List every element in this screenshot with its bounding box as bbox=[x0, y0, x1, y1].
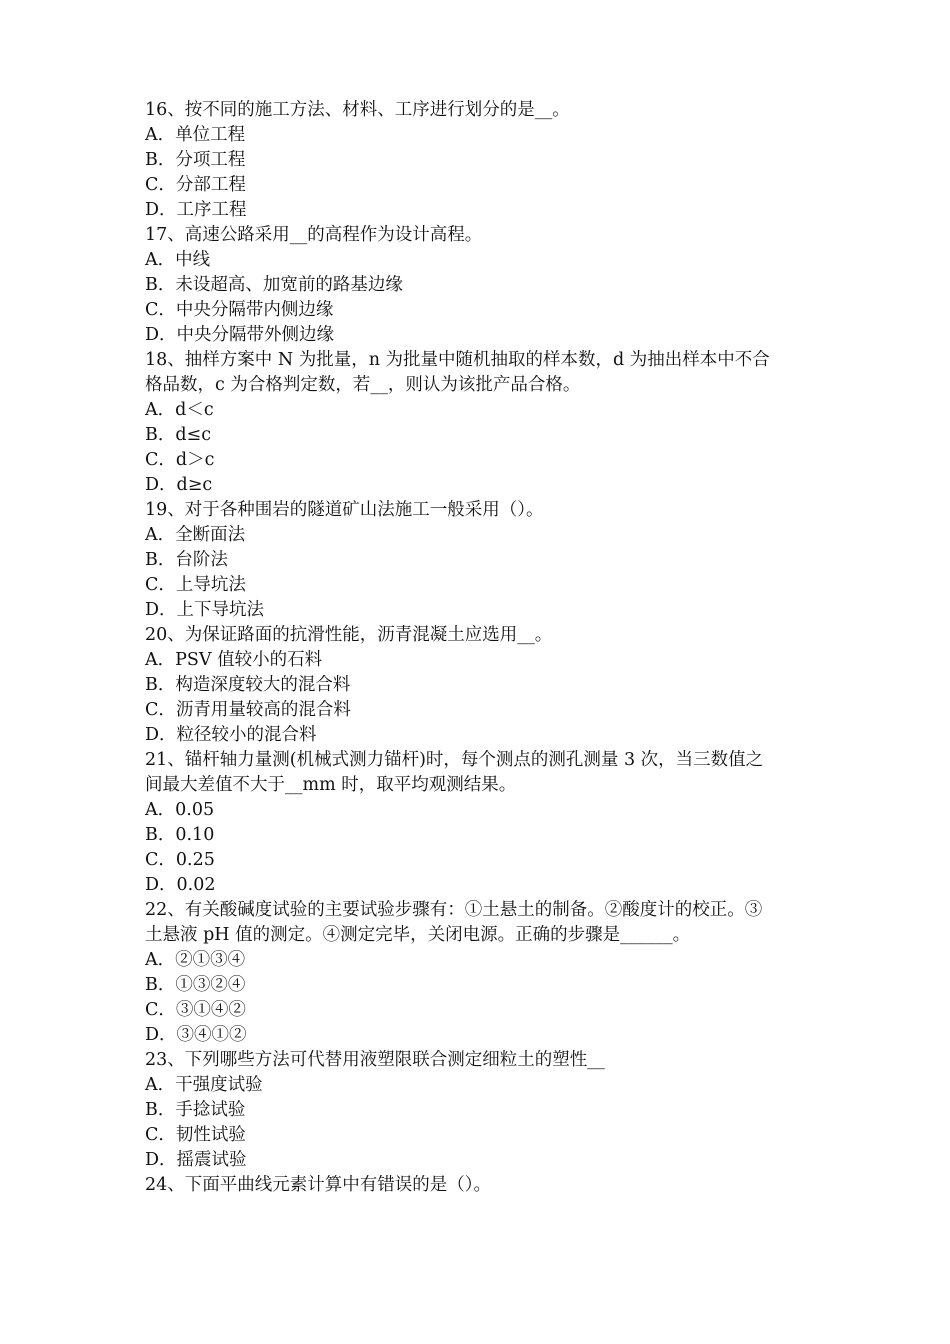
question-21-line-2: 间最大差值不大于__mm 时，取平均观测结果。 bbox=[145, 775, 517, 795]
option-17-d: D．中央分隔带外侧边缘 bbox=[145, 325, 335, 345]
option-17-a: A．中线 bbox=[145, 250, 211, 270]
question-22-line-1: 22、有关酸碱度试验的主要试验步骤有：①土悬土的制备。②酸度计的校正。③ bbox=[145, 900, 763, 920]
document-body bbox=[145, 98, 815, 1198]
question-20: 20、为保证路面的抗滑性能，沥青混凝土应选用__。 bbox=[145, 625, 553, 645]
option-23-a: A．干强度试验 bbox=[145, 1075, 263, 1095]
option-18-b: B．d≤c bbox=[145, 425, 212, 445]
option-20-b: B．构造深度较大的混合料 bbox=[145, 675, 351, 695]
option-17-c: C．中央分隔带内侧边缘 bbox=[145, 300, 334, 320]
question-18-line-2: 格品数，c 为合格判定数，若__，则认为该批产品合格。 bbox=[145, 375, 581, 395]
option-21-b: B．0.10 bbox=[145, 825, 215, 845]
option-18-c: C．d＞c bbox=[145, 450, 215, 470]
option-20-a: A．PSV 值较小的石料 bbox=[145, 650, 323, 670]
option-22-d: D．③④①② bbox=[145, 1025, 247, 1045]
option-16-b: B．分项工程 bbox=[145, 150, 246, 170]
option-16-c: C．分部工程 bbox=[145, 175, 246, 195]
option-19-d: D．上下导坑法 bbox=[145, 600, 265, 620]
option-19-a: A．全断面法 bbox=[145, 525, 246, 545]
option-21-c: C．0.25 bbox=[145, 850, 215, 870]
question-22-line-2: 土悬液 pH 值的测定。④测定完毕，关闭电源。正确的步骤是______。 bbox=[145, 925, 691, 945]
question-24: 24、下面平曲线元素计算中有错误的是（）。 bbox=[145, 1175, 492, 1195]
option-16-d: D．工序工程 bbox=[145, 200, 247, 220]
option-23-c: C．韧性试验 bbox=[145, 1125, 246, 1145]
option-21-a: A．0.05 bbox=[145, 800, 215, 820]
question-19: 19、对于各种围岩的隧道矿山法施工一般采用（）。 bbox=[145, 500, 544, 520]
question-16: 16、按不同的施工方法、材料、工序进行划分的是__。 bbox=[145, 100, 570, 120]
option-22-c: C．③①④② bbox=[145, 1000, 246, 1020]
option-17-b: B．未设超高、加宽前的路基边缘 bbox=[145, 275, 403, 295]
option-19-c: C．上导坑法 bbox=[145, 575, 246, 595]
option-19-b: B．台阶法 bbox=[145, 550, 228, 570]
question-21-line-1: 21、锚杆轴力量测(机械式测力锚杆)时，每个测点的测孔测量 3 次，当三数值之 bbox=[145, 750, 764, 770]
option-23-b: B．手捻试验 bbox=[145, 1100, 246, 1120]
option-18-a: A．d＜c bbox=[145, 400, 214, 420]
option-22-a: A．②①③④ bbox=[145, 950, 246, 970]
option-20-d: D．粒径较小的混合料 bbox=[145, 725, 317, 745]
option-23-d: D．摇震试验 bbox=[145, 1150, 247, 1170]
question-23: 23、下列哪些方法可代替用液塑限联合测定细粒土的塑性__ bbox=[145, 1050, 605, 1070]
option-21-d: D．0.02 bbox=[145, 875, 216, 895]
question-18-line-1: 18、抽样方案中 N 为批量，n 为批量中随机抽取的样本数，d 为抽出样本中不合 bbox=[145, 350, 770, 370]
option-22-b: B．①③②④ bbox=[145, 975, 246, 995]
question-17: 17、高速公路采用__的高程作为设计高程。 bbox=[145, 225, 483, 245]
option-20-c: C．沥青用量较高的混合料 bbox=[145, 700, 351, 720]
option-16-a: A．单位工程 bbox=[145, 125, 246, 145]
option-18-d: D．d≥c bbox=[145, 475, 213, 495]
